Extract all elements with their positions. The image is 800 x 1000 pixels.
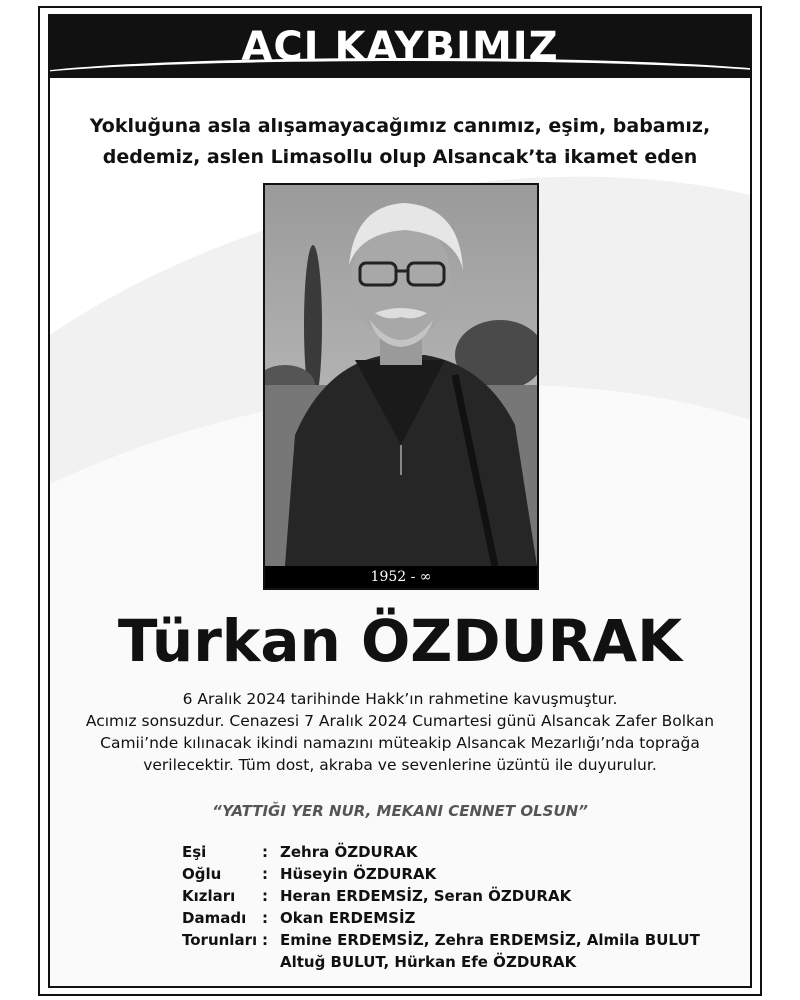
- memorial-quote: “YATTIĞI YER NUR, MEKANI CENNET OLSUN”: [212, 802, 588, 820]
- family-separator: :: [262, 909, 268, 927]
- inner-frame: [48, 14, 752, 988]
- family-names: Heran ERDEMSİZ, Seran ÖZDURAK: [280, 887, 572, 905]
- family-row: [182, 841, 700, 863]
- family-names: Emine ERDEMSİZ, Zehra ERDEMSİZ, Almila BULUT: [280, 931, 700, 949]
- family-names: Altuğ BULUT, Hürkan Efe ÖZDURAK: [280, 953, 577, 971]
- family-relation: Torunları: [182, 931, 258, 949]
- family-relation: Oğlu: [182, 865, 222, 883]
- family-relation: Kızları: [182, 887, 236, 905]
- header-swoosh-line: [48, 58, 752, 101]
- intro-line: dedemiz, aslen Limasollu olup Alsancak’ta ikamet eden: [102, 146, 698, 168]
- family-separator: :: [262, 887, 268, 905]
- family-names: Hüseyin ÖZDURAK: [280, 865, 437, 883]
- family-relation: [182, 951, 262, 973]
- intro-text: [50, 111, 750, 173]
- family-relation: Eşi: [182, 843, 207, 861]
- family-list: [182, 841, 700, 973]
- family-row: [182, 885, 700, 907]
- announcement-line: 6 Aralık 2024 tarihinde Hakk’ın rahmetine kavuşmuştur.: [182, 690, 618, 708]
- family-row: [182, 863, 700, 885]
- announcement-line: verilecektir. Tüm dost, akraba ve sevenlerine üzüntü ile duyurulur.: [143, 756, 657, 774]
- intro-line: Yokluğuna asla alışamayacağımız canımız, eşim, babamız,: [89, 115, 711, 137]
- family-separator: :: [262, 843, 268, 861]
- family-separator: :: [262, 865, 268, 883]
- family-separator: [262, 951, 280, 973]
- family-relation: Damadı: [182, 909, 247, 927]
- family-names: Okan ERDEMSİZ: [280, 909, 416, 927]
- portrait-photo: [263, 183, 539, 590]
- family-names: Zehra ÖZDURAK: [280, 843, 418, 861]
- photo-caption: 1952 - ∞: [265, 566, 537, 588]
- family-row: [182, 929, 700, 951]
- deceased-name: Türkan ÖZDURAK: [117, 607, 683, 675]
- family-separator: :: [262, 931, 268, 949]
- page-title: ACI KAYBIMIZ: [241, 24, 559, 70]
- announcement-line: Acımız sonsuzdur. Cenazesi 7 Aralık 2024 Cumartesi günü Alsancak Zafer Bolkan: [85, 712, 715, 730]
- family-row: [182, 951, 700, 973]
- portrait-image: [265, 185, 537, 566]
- announcement-text: [60, 688, 740, 776]
- announcement-line: Camii’nde kılınacak ikindi namazını müteakip Alsancak Mezarlığı’nda toprağa: [100, 734, 700, 752]
- family-row: [182, 907, 700, 929]
